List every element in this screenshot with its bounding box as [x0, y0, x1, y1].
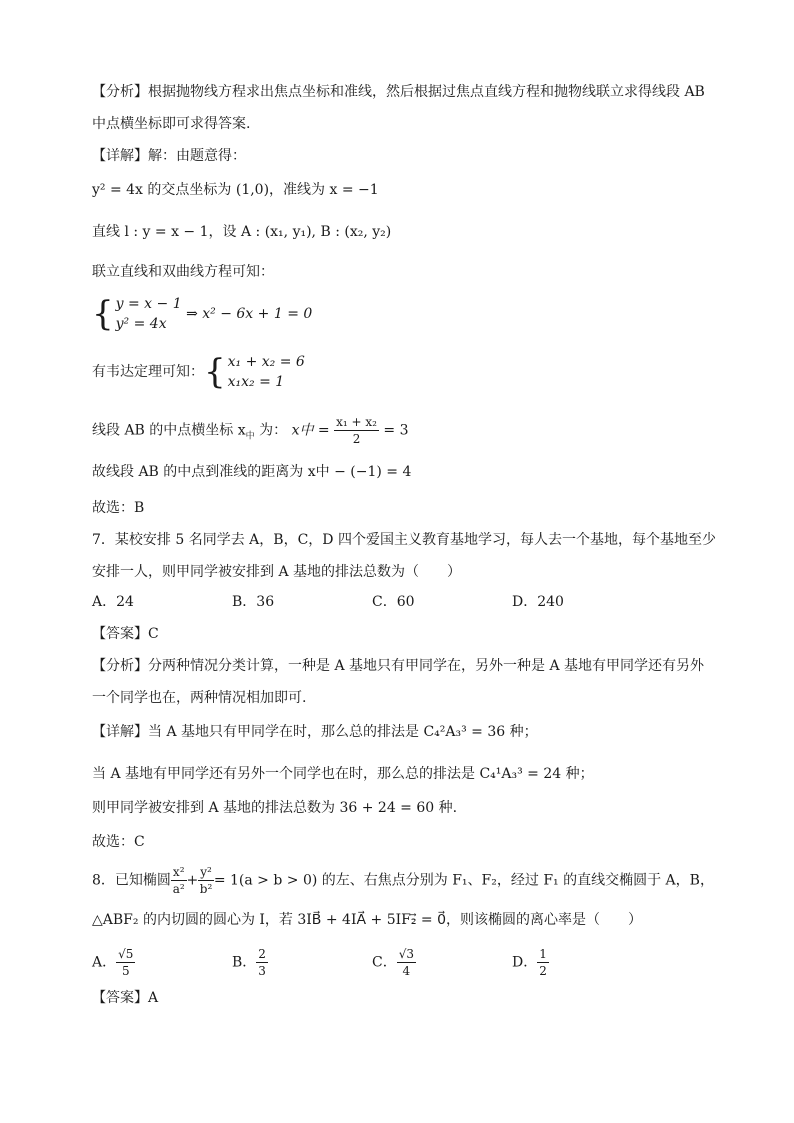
combine-text: 联立直线和双曲线方程可知： [92, 264, 274, 280]
q7-stem-1: 7．某校安排 5 名同学去 A，B，C，D 四个爱国主义教育基地学习，每人去一个基地，每个基地至少 [92, 532, 716, 548]
q7-option-c: C．60 [372, 594, 415, 610]
q7-stem-2: 安排一人，则甲同学被安排到 A 基地的排法总数为（ ） [92, 564, 462, 580]
q7-answer: 【答案】C [92, 626, 159, 642]
q7-analysis-1: 【分析】分两种情况分类计算，一种是 A 基地只有甲同学在，另外一种是 A 基地有甲同学还有另外 [92, 658, 705, 674]
q8-stem-1: 8．已知椭圆 $\frac{\text{x²}}{\text{a²}}$ + $\frac{\text{y²}}{\text{b²}}$ = 1(a > b > 0) 的左、右焦点分别为 F₁、F₂，经过 F₁ 的直线交椭圆于 A，B， [92, 865, 714, 896]
line-l-definition: 直线 l : y = x − 1，设 A : (x₁, y₁), B : (x₂, y₂) [92, 224, 392, 240]
q7-detail-2: 当 A 基地有甲同学还有另外一个同学也在时，那么总的排法是 C₄¹A₃³ = 24 种； [92, 766, 594, 782]
focus-line: y² = 4x 的交点坐标为 (1,0)，准线为 x = −1 [92, 182, 379, 198]
q8-stem-2: △ABF₂ 的内切圆的圆心为 I，若 3IB⃗ + 4IA⃗ + 5IF₂⃗ = 0⃗，则该椭圆的离心率是（ ） [92, 912, 642, 928]
vieta-line: 有韦达定理可知：{ x₁ + x₂ = 6 x₁x₂ = 1 [92, 352, 305, 392]
system-2-eq-a: x₁ + x₂ = 6 [227, 354, 305, 370]
analysis-line-2: 中点横坐标即可求得答案. [92, 116, 251, 132]
analysis-tag: 【分析】 [92, 84, 148, 100]
q7-options [92, 592, 652, 612]
detail-line: 【详解】解：由题意得： [92, 148, 246, 164]
system-2-eq-b: x₁x₂ = 1 [227, 374, 285, 390]
q7-detail-3: 则甲同学被安排到 A 基地的排法总数为 36 + 24 = 60 种. [92, 800, 458, 816]
analysis-line-1: 【分析】根据抛物线方程求出焦点坐标和准线，然后根据过焦点直线方程和抛物线联立求得线段 AB [92, 84, 705, 100]
q7-analysis-2: 一个同学也在，两种情况相加即可. [92, 690, 307, 706]
midpoint-fraction: $\frac{\text{x₁ + x₂}}{2}$ [336, 415, 377, 446]
q7-option-a: A．24 [92, 594, 134, 610]
q7-detail-1: 【详解】当 A 基地只有甲同学在时，那么总的排法是 C₄²A₃³ = 36 种； [92, 724, 538, 740]
q8-answer: 【答案】A [92, 990, 159, 1006]
q8-options [92, 946, 652, 979]
q7-choose: 故选：C [92, 834, 145, 850]
system-1-eq-a: y = x − 1 [115, 296, 182, 312]
detail-tag: 【详解】 [92, 148, 148, 164]
q8-option-a: A． $\frac{√5}{5}$ [92, 947, 134, 978]
system-1: { y = x − 1 y² = 4x ⇒ x² − 6x + 1 = 0 [92, 294, 313, 334]
q8-option-d: D． $\frac{1}{2}$ [512, 947, 547, 978]
midpoint-line: 线段 AB 的中点横坐标 $x_中$ 为： x中 = $\frac{\text{x₁ + x₂}}{2}$ = 3 [92, 415, 409, 446]
choose-b: 故选：B [92, 500, 145, 516]
q7-option-b: B．36 [232, 594, 275, 610]
q7-option-d: D．240 [512, 594, 564, 610]
distance-line: 故线段 AB 的中点到准线的距离为 x中 − (−1) = 4 [92, 464, 412, 480]
q8-option-b: B． $\frac{2}{3}$ [232, 947, 266, 978]
system-1-result: ⇒ x² − 6x + 1 = 0 [186, 306, 313, 322]
system-1-eq-b: y² = 4x [115, 316, 167, 332]
q8-option-c: C． $\frac{√3}{4}$ [372, 947, 414, 978]
